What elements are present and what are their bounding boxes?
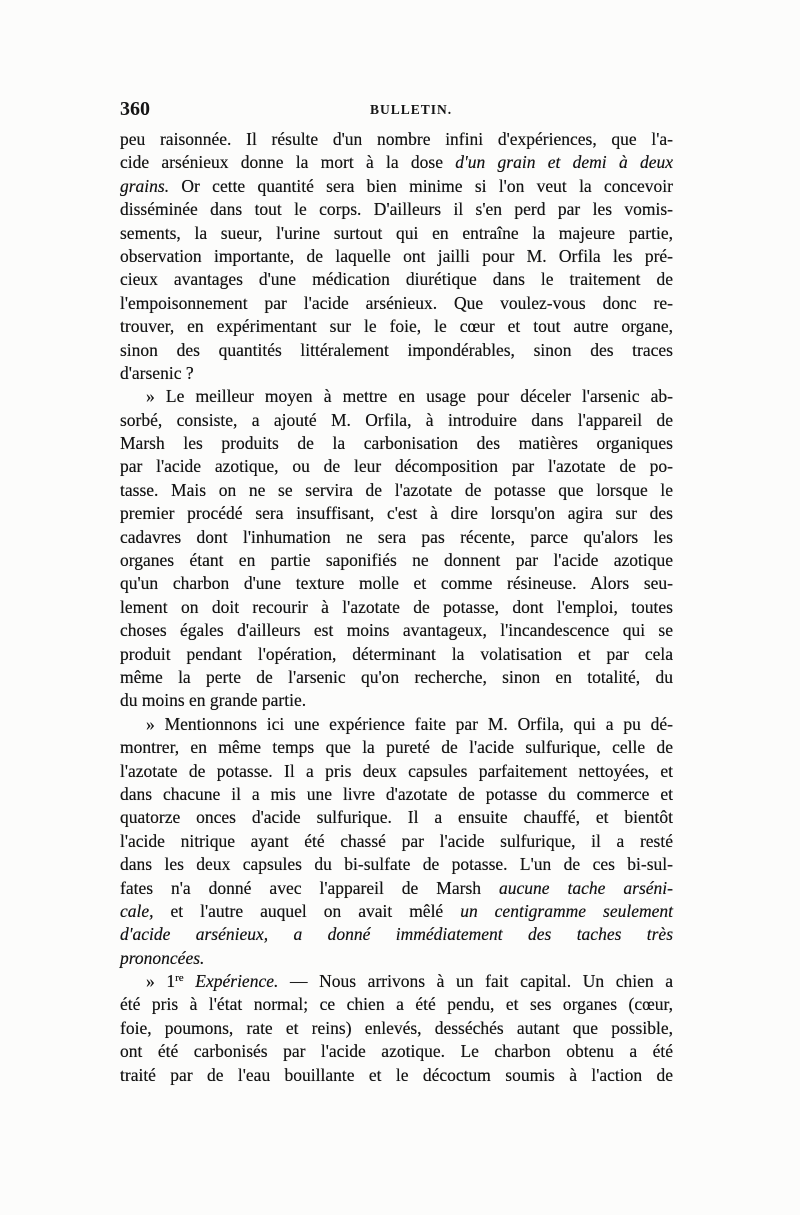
text-line [120,572,673,595]
text-run: » Le meilleur moyen à mettre en usage pour déceler l'arsenic ab- [146,386,673,407]
text-run: l'azotate de potasse. Il a pris deux capsules parfaitement nettoyées, et [120,760,673,781]
text-run: cadavres dont l'inhumation ne sera pas récente, parce qu'alors les [120,526,673,547]
text-run: tasse. Mais on ne se servira de l'azotate de potasse que lorsque le [120,479,673,500]
text-run: sorbé, consiste, a ajouté M. Orfila, à introduire dans l'appareil de [120,409,673,430]
text-line [120,760,673,783]
text-run: » Mentionnons ici une expérience faite par M. Orfila, qui a pu dé- [146,713,673,734]
text-line [120,993,673,1016]
text-line [120,175,673,198]
superscript-text: re [175,972,184,985]
italic-text: prononcées. [120,947,205,968]
text-line [120,1017,673,1040]
text-line [120,292,673,315]
text-line [120,596,673,619]
text-line [120,970,673,993]
text-run: ont été carbonisés par l'acide azotique. Le charbon obtenu a été [120,1041,673,1062]
text-run: » 1 [146,971,176,992]
body-text [120,128,673,1087]
text-run: cide arsénieux donne la mort à la dose [120,152,456,173]
text-line [120,923,673,946]
italic-text: d'un grain et demi à deux [455,152,673,173]
text-line [120,526,673,549]
text-run: l'empoisonnement par l'acide arsénieux. Que voulez-vous donc re- [120,292,673,313]
text-line [120,877,673,900]
italic-text: d'acide arsénieux, a donné immédiatement des taches très [120,924,673,945]
text-run: produit pendant l'opération, déterminant la volatisation et par cela [120,643,673,664]
text-line [120,1064,673,1087]
text-line [120,315,673,338]
text-run: traité par de l'eau bouillante et le décoctum soumis à l'action de [120,1064,673,1085]
text-line [120,128,673,151]
text-run: sinon des quantités littéralement impondérables, sinon des traces [120,339,673,360]
text-line [120,619,673,642]
text-run: Or cette quantité sera bien minime si l'on veut la concevoir [169,175,673,196]
text-line [120,268,673,291]
text-line [120,502,673,525]
italic-text: aucune tache arséni- [499,877,673,898]
text-run: quatorze onces d'acide sulfurique. Il a ensuite chauffé, et bientôt [120,807,673,828]
text-line [120,853,673,876]
text-line [120,339,673,362]
text-run: même la perte de l'arsenic qu'on recherche, sinon en totalité, du [120,666,673,687]
text-line [120,432,673,455]
text-line [120,245,673,268]
text-run: dans les deux capsules du bi-sulfate de potasse. L'un de ces bi-sul- [120,854,673,875]
text-run: peu raisonnée. Il résulte d'un nombre infini d'expériences, que l'a- [120,129,673,149]
text-line [120,455,673,478]
text-run: organes étant en partie saponifiés ne donnent par l'acide azotique [120,550,673,571]
text-run: disséminée dans tout le corps. D'ailleurs il s'en perd par les vomis- [120,199,673,220]
italic-text: un centigramme seulement [460,900,673,921]
text-line [120,409,673,432]
text-run: d'arsenic ? [120,362,194,383]
text-run: par l'acide azotique, ou de leur décomposition par l'azotate de po- [120,456,673,477]
text-line [120,222,673,245]
text-run: du moins en grande partie. [120,690,307,711]
text-line [120,385,673,408]
text-run: montrer, en même temps que la pureté de l'acide sulfurique, celle de [120,737,673,758]
text-run: foie, poumons, rate et reins) enlevés, desséchés autant que possible, [120,1017,673,1038]
italic-text: grains. [120,175,170,196]
text-run: sements, la sueur, l'urine surtout qui en entraîne la majeure partie, [120,222,673,243]
text-line [120,479,673,502]
text-run: et l'autre auquel on avait mêlé [153,900,461,921]
text-run: l'acide nitrique ayant été chassé par l'acide sulfurique, il a resté [120,830,673,851]
text-run: premier procédé sera insuffisant, c'est à dire lorsqu'on agira sur des [120,503,673,524]
text-line [120,783,673,806]
text-line [120,666,673,689]
text-line [120,549,673,572]
italic-text: Expérience. [183,971,279,992]
text-line [120,713,673,736]
text-line [120,362,673,385]
page-header [120,96,673,122]
text-run: lement on doit recourir à l'azotate de potasse, dont l'emploi, toutes [120,596,673,617]
text-line [120,830,673,853]
text-run: qu'un charbon d'une texture molle et comme résineuse. Alors seu- [120,573,673,594]
text-run: trouver, en expérimentant sur le foie, le cœur et tout autre organe, [120,316,673,337]
text-line [120,947,673,970]
text-run: choses égales d'ailleurs est moins avantageux, l'incandescence qui se [120,620,673,641]
italic-text: cale, [120,900,154,921]
text-line [120,736,673,759]
text-run: Marsh les produits de la carbonisation des matières organiques [120,433,673,454]
text-line [120,806,673,829]
page-number: 360 [120,98,150,120]
text-line [120,151,673,174]
text-run: dans chacune il a mis une livre d'azotate de potasse du commerce et [120,783,673,804]
text-line [120,643,673,666]
text-run: — Nous arrivons à un fait capital. Un chien a [278,971,674,992]
running-head: BULLETIN. [370,102,453,117]
text-run: observation importante, de laquelle ont jailli pour M. Orfila les pré- [120,245,673,266]
text-line [120,689,673,712]
text-run: été pris à l'état normal; ce chien a été pendu, et ses organes (cœur, [120,994,673,1015]
text-run: fates n'a donné avec l'appareil de Marsh [120,877,500,898]
text-line [120,1040,673,1063]
text-line [120,900,673,923]
text-run: cieux avantages d'une médication diurétique dans le traitement de [120,269,673,290]
text-line [120,198,673,221]
